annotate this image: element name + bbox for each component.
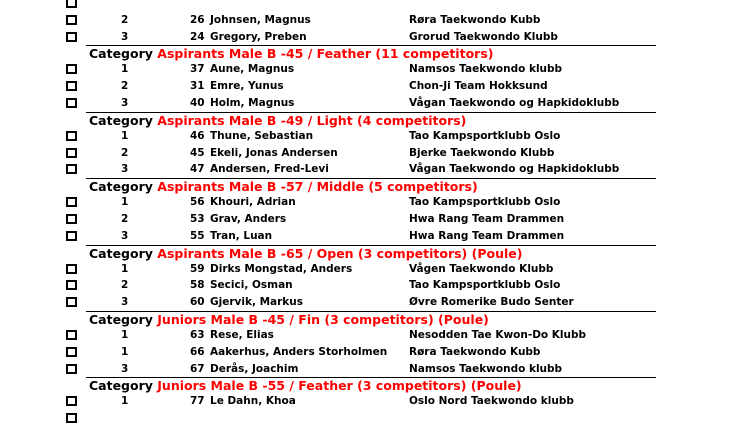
category-header [86, 178, 656, 194]
category-header [86, 311, 656, 327]
competitor-number: 53 [190, 212, 205, 225]
competitor-number: 67 [190, 362, 205, 375]
club-name: Namsos Taekwondo klubb [409, 63, 563, 76]
competitor-number: 40 [190, 96, 205, 109]
rank: 1 [121, 345, 129, 358]
rank: 3 [121, 163, 129, 176]
result-row [0, 344, 746, 361]
competitor-number: 47 [190, 163, 205, 176]
checkbox[interactable] [66, 330, 77, 340]
rank: 3 [121, 296, 129, 309]
category-header [86, 112, 656, 128]
result-row [0, 145, 746, 162]
category-label: Category [89, 179, 153, 195]
club-name: Tao Kampsportklubb Oslo [409, 129, 561, 142]
club-name: Røra Taekwondo Kubb [409, 345, 541, 358]
club-name: Namsos Taekwondo klubb [409, 362, 563, 375]
competitor-name: Holm, Magnus [210, 96, 295, 109]
competitor-name: Andersen, Fred-Levi [210, 163, 329, 176]
checkbox[interactable] [66, 364, 77, 374]
competitor-name: Gjervik, Markus [210, 296, 304, 309]
result-row [0, 361, 746, 378]
competitor-name: Thune, Sebastian [210, 129, 314, 142]
rank: 1 [121, 395, 129, 408]
club-name: Øvre Romerike Budo Senter [409, 296, 574, 309]
rank: 2 [121, 146, 129, 159]
competitor-number: 46 [190, 129, 205, 142]
category-name: Aspirants Male B -65 / Open (3 competitors) (Poule) [157, 245, 523, 261]
competitor-number: 56 [190, 196, 205, 209]
category-label: Category [89, 245, 153, 261]
category-name: Aspirants Male B -49 / Light (4 competitors) [157, 112, 467, 128]
rank: 3 [121, 229, 129, 242]
category-name: Juniors Male B -45 / Fin (3 competitors) (Poule) [157, 311, 489, 327]
result-row [0, 78, 746, 95]
club-name: Grorud Taekwondo Klubb [409, 30, 558, 43]
result-row [0, 261, 746, 278]
result-row [0, 327, 746, 344]
checkbox[interactable] [66, 32, 77, 42]
checkbox[interactable] [66, 264, 77, 274]
club-name: Chon-Ji Team Hokksund [409, 80, 548, 93]
competitor-name: Derås, Joachim [210, 362, 299, 375]
checkbox[interactable] [66, 347, 77, 357]
competitor-name: Khouri, Adrian [210, 196, 296, 209]
competitor-number: 66 [190, 345, 205, 358]
rank: 2 [121, 212, 129, 225]
club-name: Vågan Taekwondo og Hapkidoklubb [409, 96, 620, 109]
competitor-number: 59 [190, 262, 205, 275]
rank: 3 [121, 362, 129, 375]
category-label: Category [89, 46, 153, 62]
checkbox[interactable] [66, 164, 77, 174]
rank: 1 [121, 129, 129, 142]
club-name: Oslo Nord Taekwondo klubb [409, 395, 574, 408]
competitor-name: Le Dahn, Khoa [210, 395, 296, 408]
category-name: Aspirants Male B -45 / Feather (11 competitors) [157, 46, 494, 62]
club-name: Vågen Taekwondo Klubb [409, 262, 554, 275]
checkbox[interactable] [66, 81, 77, 91]
result-row [0, 161, 746, 178]
checkbox[interactable] [66, 148, 77, 158]
checkbox[interactable] [66, 280, 77, 290]
club-name: Røra Taekwondo Kubb [409, 13, 541, 26]
competitor-name: Ekeli, Jonas Andersen [210, 146, 338, 159]
competitor-name: Tran, Luan [210, 229, 273, 242]
category-header [86, 245, 656, 261]
competitor-number: 37 [190, 63, 205, 76]
competitor-name: Grav, Anders [210, 212, 287, 225]
competitor-name: Emre, Yunus [210, 80, 284, 93]
checkbox[interactable] [66, 64, 77, 74]
checkbox[interactable] [66, 15, 77, 25]
category-label: Category [89, 112, 153, 128]
result-row [0, 12, 746, 29]
competitor-name: Johnsen, Magnus [210, 13, 311, 26]
checkbox[interactable] [66, 231, 77, 241]
competitor-number: 24 [190, 30, 205, 43]
competitor-number: 45 [190, 146, 205, 159]
competitor-number: 26 [190, 13, 205, 26]
checkbox[interactable] [66, 0, 77, 8]
result-row [0, 95, 746, 112]
checkbox[interactable] [66, 197, 77, 207]
competitor-number: 77 [190, 395, 205, 408]
competitor-name: Aakerhus, Anders Storholmen [210, 345, 388, 358]
rank: 2 [121, 80, 129, 93]
rank: 1 [121, 63, 129, 76]
category-label: Category [89, 311, 153, 327]
competitor-number: 60 [190, 296, 205, 309]
rank: 2 [121, 13, 129, 26]
club-name: Nesodden Tae Kwon-Do Klubb [409, 328, 587, 341]
rank: 1 [121, 328, 129, 341]
competitor-name: Secici, Osman [210, 279, 293, 292]
category-name: Juniors Male B -55 / Feather (3 competitors) (Poule) [157, 378, 522, 394]
competitor-name: Aune, Magnus [210, 63, 295, 76]
checkbox[interactable] [66, 297, 77, 307]
checkbox[interactable] [66, 98, 77, 108]
rank: 1 [121, 196, 129, 209]
club-name: Vågan Taekwondo og Hapkidoklubb [409, 163, 620, 176]
competitor-name: Dirks Mongstad, Anders [210, 262, 353, 275]
competitor-name: Gregory, Preben [210, 30, 307, 43]
club-name: Tao Kampsportklubb Oslo [409, 196, 561, 209]
rank: 2 [121, 279, 129, 292]
rank: 3 [121, 30, 129, 43]
result-row [0, 194, 746, 211]
club-name: Hwa Rang Team Drammen [409, 229, 565, 242]
category-label: Category [89, 378, 153, 394]
competitor-number: 31 [190, 80, 205, 93]
result-row [0, 128, 746, 145]
checkbox[interactable] [66, 413, 77, 423]
club-name: Bjerke Taekwondo Klubb [409, 146, 555, 159]
category-header [86, 45, 656, 61]
checkbox[interactable] [66, 214, 77, 224]
rank: 1 [121, 262, 129, 275]
category-name: Aspirants Male B -57 / Middle (5 competitors) [157, 179, 478, 195]
result-row [0, 393, 746, 410]
rank: 3 [121, 96, 129, 109]
result-row [0, 211, 746, 228]
result-row [0, 294, 746, 311]
result-row [0, 228, 746, 245]
competitor-number: 63 [190, 328, 205, 341]
checkbox[interactable] [66, 396, 77, 406]
club-name: Hwa Rang Team Drammen [409, 212, 565, 225]
competitor-number: 55 [190, 229, 205, 242]
result-row [0, 29, 746, 46]
competitor-number: 58 [190, 279, 205, 292]
competitor-name: Rese, Elias [210, 328, 274, 341]
result-row [0, 61, 746, 78]
club-name: Tao Kampsportklubb Oslo [409, 279, 561, 292]
category-header [86, 377, 656, 393]
checkbox[interactable] [66, 131, 77, 141]
result-row [0, 277, 746, 294]
result-row [0, 0, 746, 12]
